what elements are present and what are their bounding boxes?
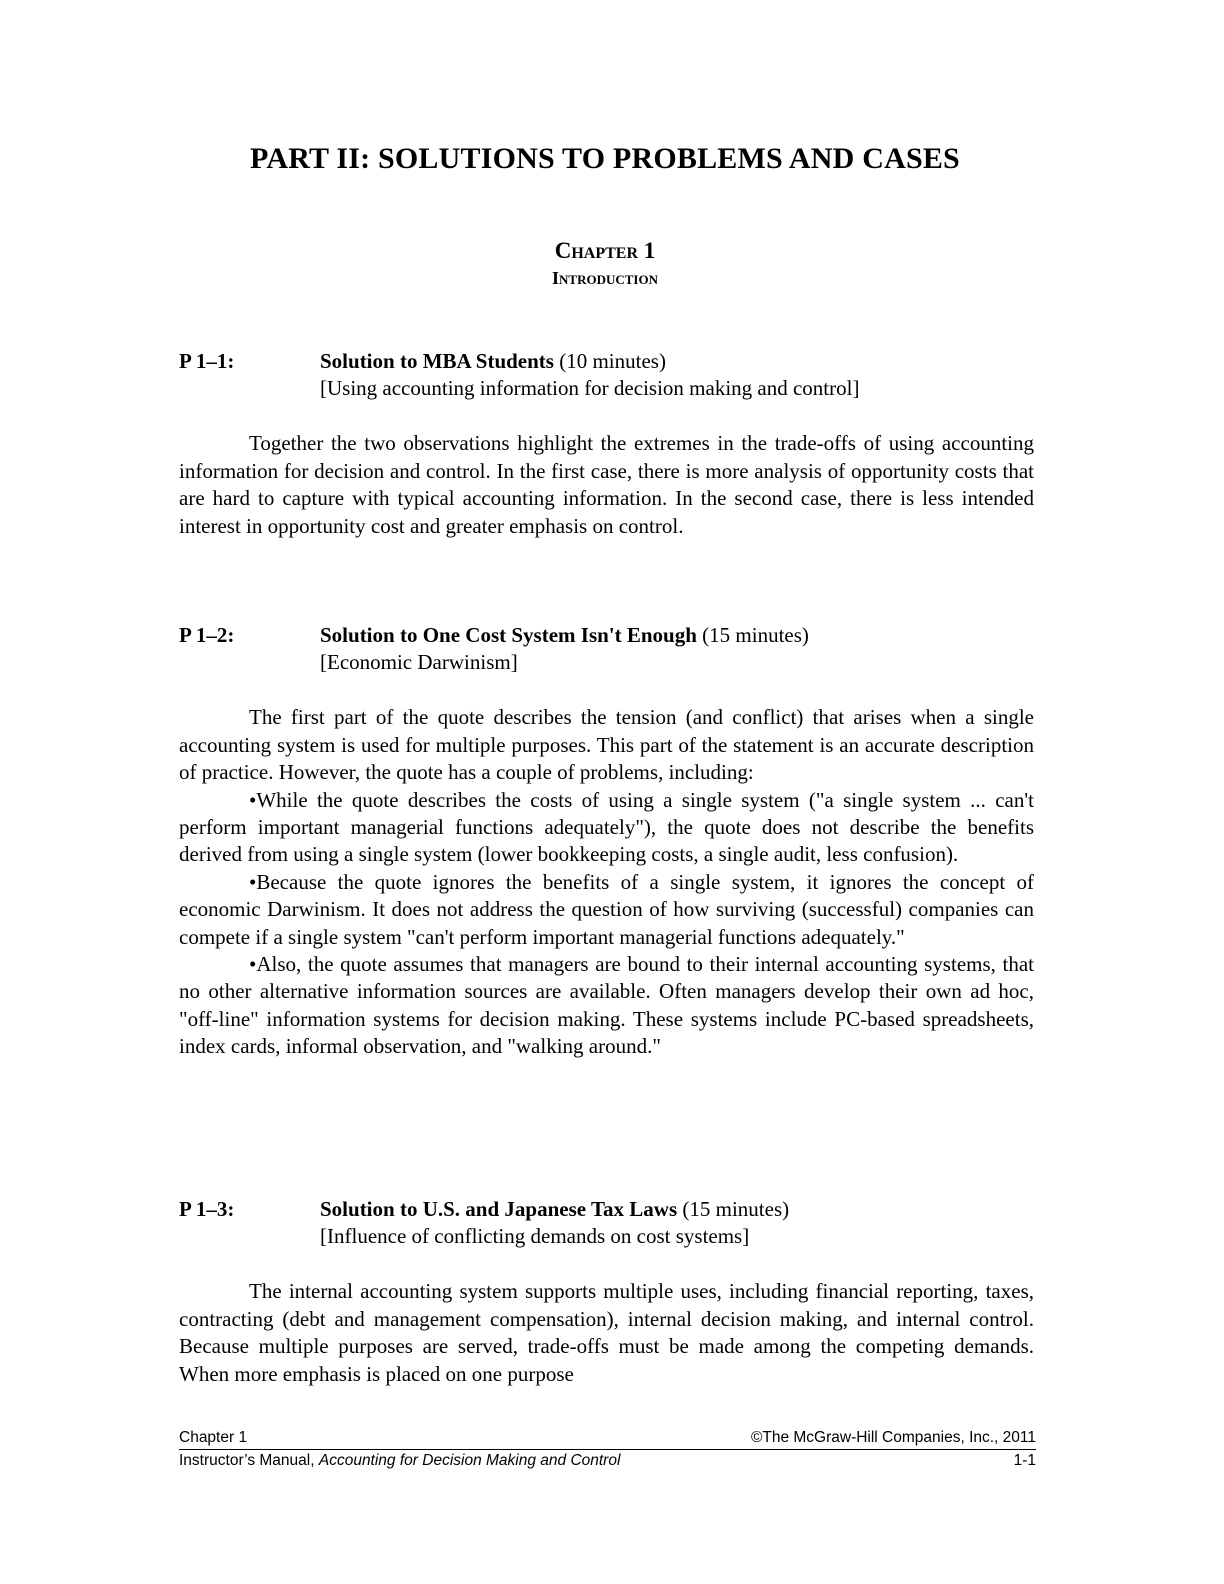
- problem-title: Solution to MBA Students: [320, 349, 554, 373]
- problem-number: P 1–1:: [179, 349, 235, 373]
- problem-3: [179, 1196, 1034, 1388]
- problem-1: [179, 348, 1034, 540]
- page-number: 1-1: [1013, 1452, 1036, 1469]
- problem-paragraph: The first part of the quote describes the tension (and conflict) that arises when a single accounting system is used for multiple purposes. This part of the statement is an accurate description of practice. However, the quote has a couple of problems, including:: [179, 705, 1034, 785]
- bullet-paragraph: •While the quote describes the costs of using a single system ("a single system ... can't perform important managerial functions adequately"), the quote does not describe the benefits derived from using a single system (lower bookkeeping costs, a single audit, less confusion).: [179, 787, 1034, 867]
- problem-topic: [Using accounting information for decision making and control]: [320, 376, 860, 400]
- problem-paragraph: The internal accounting system supports multiple uses, including financial reporting, taxes, contracting (debt and management compensation), internal decision making, and internal control. Because multiple purposes are served, trade-offs must be made among the competing demands. When more emphasis is placed on one purpose: [179, 1279, 1034, 1386]
- problem-title-line: [320, 622, 809, 649]
- problem-number: P 1–2:: [179, 623, 235, 647]
- page-footer: [179, 1428, 1036, 1470]
- problem-2: [179, 622, 1034, 1061]
- problem-title-line: [320, 348, 666, 375]
- footer-manual: Instructor’s Manual,: [179, 1452, 319, 1469]
- footer-chapter: Chapter 1: [179, 1429, 248, 1446]
- chapter-heading: Chapter 1: [554, 238, 656, 263]
- problem-time: (15 minutes): [696, 623, 809, 647]
- footer-manual-title: [179, 1451, 620, 1470]
- footer-book-title: Accounting for Decision Making and Control: [318, 1452, 621, 1469]
- problem-title: Solution to U.S. and Japanese Tax Laws: [320, 1197, 678, 1221]
- problem-topic: [Influence of conflicting demands on cost systems]: [320, 1224, 750, 1248]
- problem-time: (15 minutes): [677, 1197, 790, 1221]
- problem-topic: [Economic Darwinism]: [320, 650, 518, 674]
- footer-copyright: ©The McGraw-Hill Companies, Inc., 2011: [750, 1429, 1036, 1446]
- bullet-paragraph: •Also, the quote assumes that managers are bound to their internal accounting systems, that no other alternative information sources are available. Often managers develop their own ad hoc, "off-line" information systems for decision making. These systems include PC-based spreadsheets, index cards, informal observation, and "walking around.": [179, 952, 1034, 1059]
- footer-divider: [179, 1449, 1036, 1450]
- problem-title-line: [320, 1196, 789, 1223]
- problem-time: (10 minutes): [553, 349, 666, 373]
- part-title: PART II: SOLUTIONS TO PROBLEMS AND CASES: [250, 142, 960, 175]
- problem-title: Solution to One Cost System Isn't Enough: [320, 623, 697, 647]
- chapter-subtitle: Introduction: [552, 268, 658, 288]
- problem-paragraph: Together the two observations highlight the extremes in the trade-offs of using accounting information for decision and control. In the first case, there is more analysis of opportunity costs that are hard to capture with typical accounting information. In the second case, there is less intended interest in opportunity cost and greater emphasis on control.: [179, 431, 1034, 538]
- problem-number: P 1–3:: [179, 1197, 235, 1221]
- bullet-paragraph: •Because the quote ignores the benefits of a single system, it ignores the concept of economic Darwinism. It does not address the question of how surviving (successful) companies can compete if a single system "can't perform important managerial functions adequately.": [179, 869, 1034, 949]
